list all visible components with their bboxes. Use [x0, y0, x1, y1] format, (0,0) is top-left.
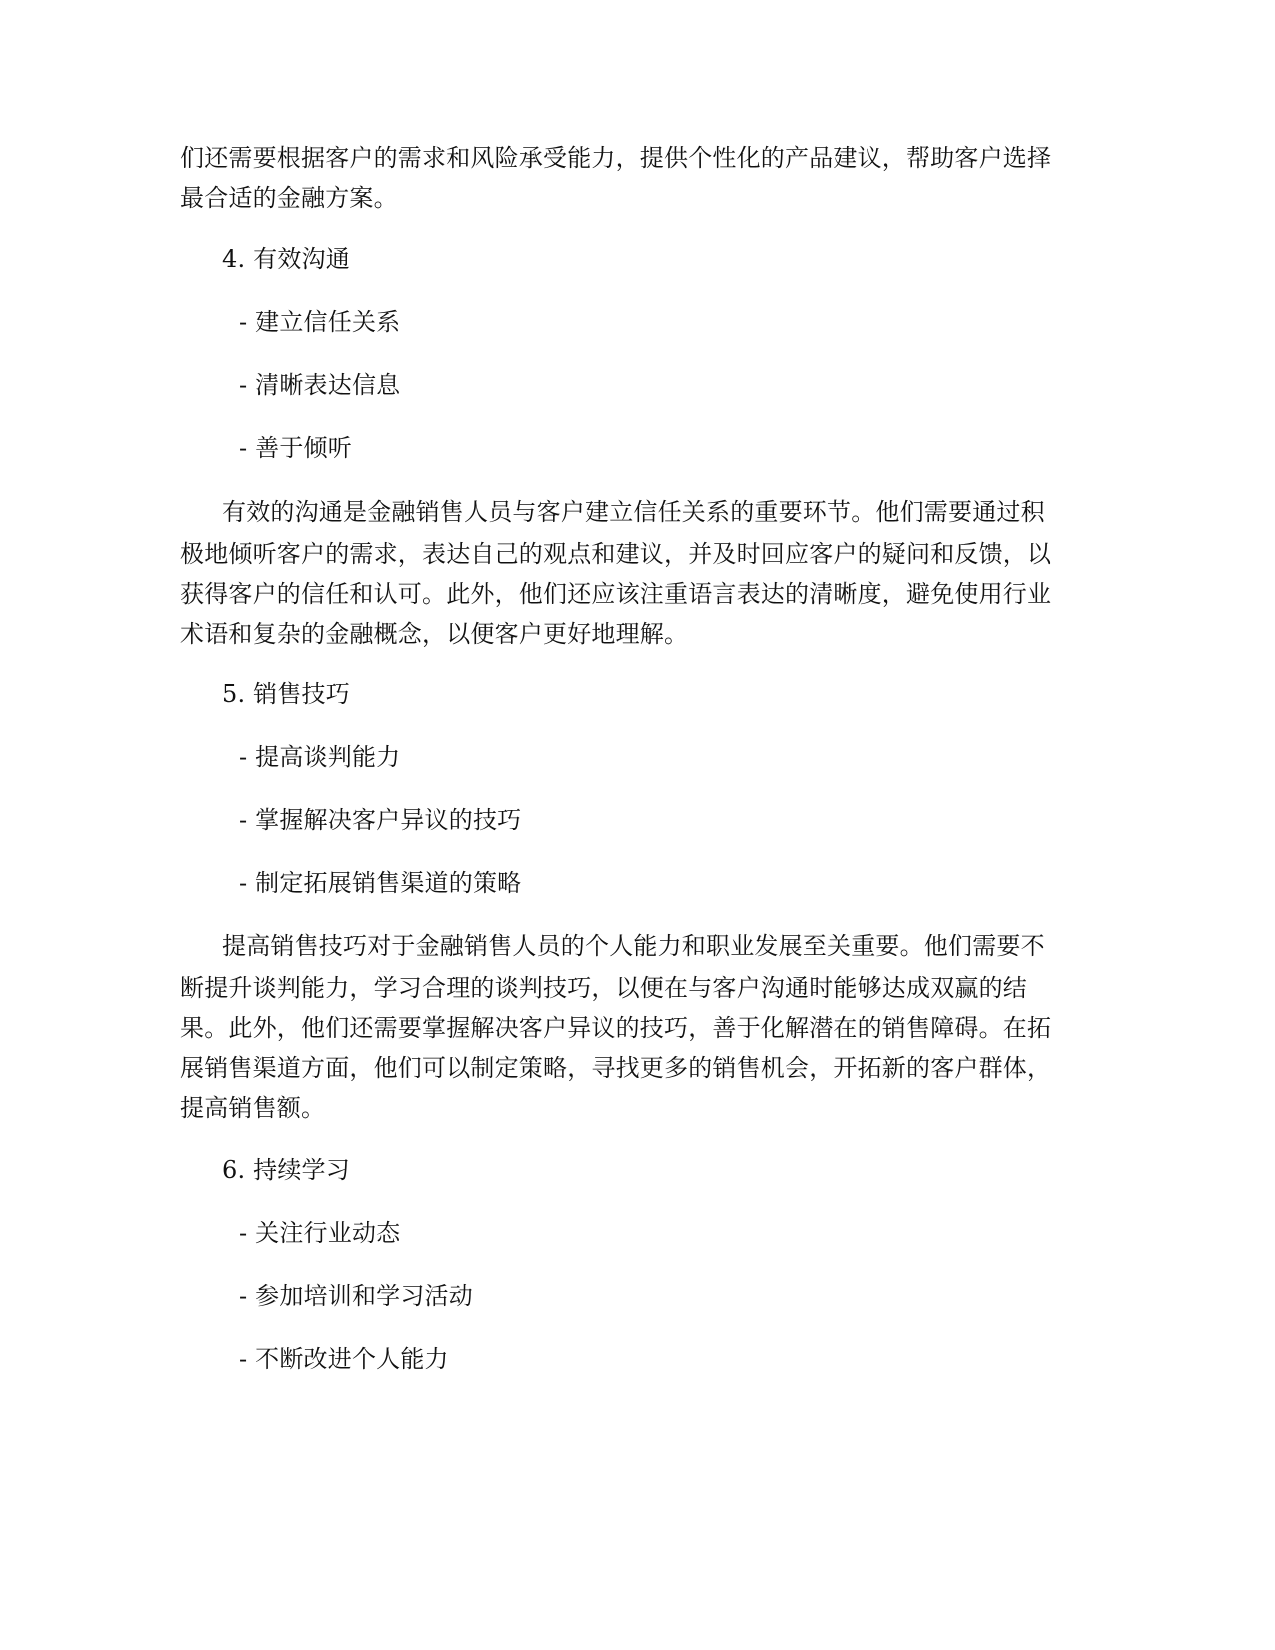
bullet-item: - 制定拓展销售渠道的策略: [239, 869, 522, 897]
bullet-item: - 建立信任关系: [239, 308, 401, 336]
section5-paragraph-line: 果。此外，他们还需要掌握解决客户异议的技巧，善于化解潜在的销售障碍。在拓: [180, 1014, 1052, 1042]
bullet-item: - 参加培训和学习活动: [239, 1282, 473, 1310]
intro-paragraph-line: 们还需要根据客户的需求和风险承受能力，提供个性化的产品建议，帮助客户选择: [180, 144, 1052, 172]
bullet-item: - 清晰表达信息: [239, 371, 401, 399]
bullet-item: - 关注行业动态: [239, 1219, 401, 1247]
section4-paragraph-line: 极地倾听客户的需求，表达自己的观点和建议，并及时回应客户的疑问和反馈，以: [180, 540, 1052, 568]
intro-paragraph-line: 最合适的金融方案。: [180, 184, 398, 212]
section-heading-4: 4. 有效沟通: [222, 245, 350, 273]
section5-paragraph-line: 提高销售技巧对于金融销售人员的个人能力和职业发展至关重要。他们需要不: [222, 932, 1045, 960]
section5-paragraph-line: 提高销售额。: [180, 1094, 326, 1122]
bullet-item: - 善于倾听: [239, 434, 352, 462]
section-heading-5: 5. 销售技巧: [222, 680, 350, 708]
section5-paragraph-line: 展销售渠道方面，他们可以制定策略，寻找更多的销售机会，开拓新的客户群体，: [180, 1054, 1052, 1082]
bullet-item: - 不断改进个人能力: [239, 1345, 449, 1373]
section5-paragraph-line: 断提升谈判能力，学习合理的谈判技巧，以便在与客户沟通时能够达成双赢的结: [180, 974, 1027, 1002]
section4-paragraph-line: 获得客户的信任和认可。此外，他们还应该注重语言表达的清晰度，避免使用行业: [180, 580, 1052, 608]
section4-paragraph-line: 术语和复杂的金融概念，以便客户更好地理解。: [180, 620, 689, 648]
bullet-item: - 掌握解决客户异议的技巧: [239, 806, 522, 834]
section4-paragraph-line: 有效的沟通是金融销售人员与客户建立信任关系的重要环节。他们需要通过积: [222, 498, 1045, 526]
section-heading-6: 6. 持续学习: [222, 1156, 350, 1184]
bullet-item: - 提高谈判能力: [239, 743, 401, 771]
